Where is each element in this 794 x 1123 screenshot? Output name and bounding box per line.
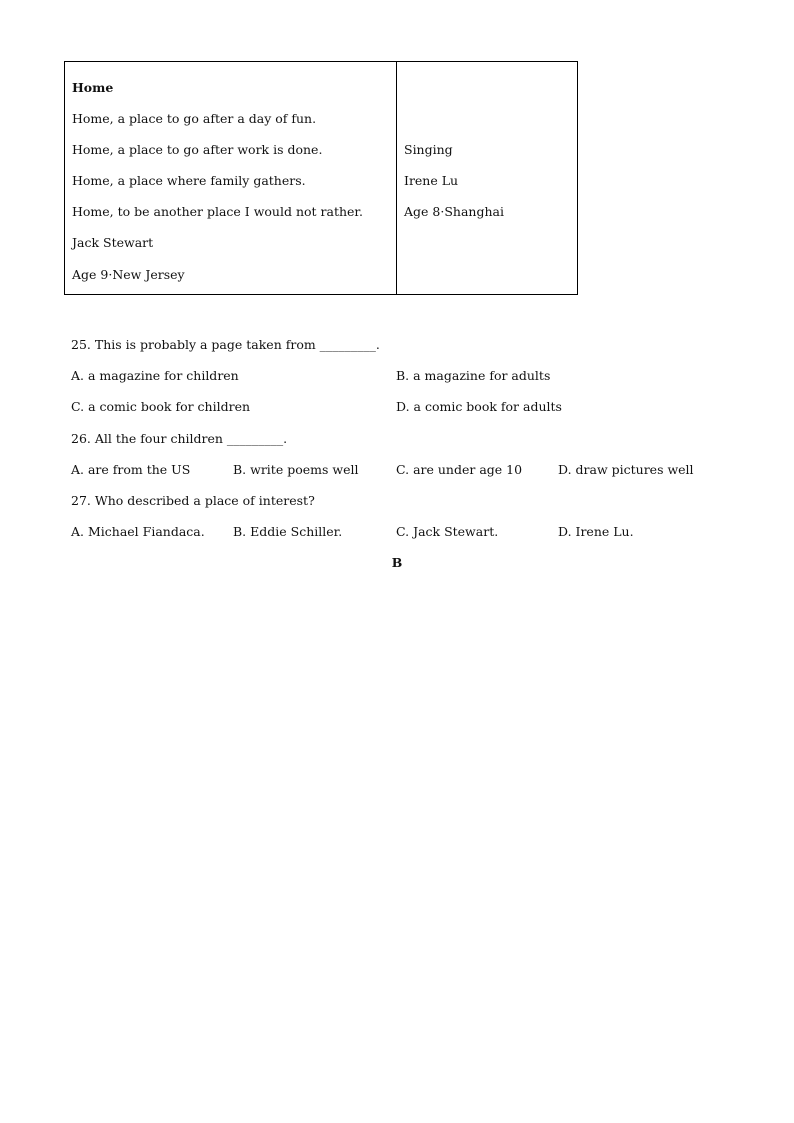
poem-line: Home, a place where family gathers.	[72, 173, 306, 188]
question-25: 25. This is probably a page taken from _________.	[71, 337, 380, 352]
poem-table	[64, 61, 578, 295]
poem-cell-singing	[397, 62, 577, 294]
option-27-d: D. Irene Lu.	[558, 524, 634, 539]
option-25-c: C. a comic book for children	[71, 399, 251, 414]
option-27-c: C. Jack Stewart.	[396, 524, 499, 539]
option-26-d: D. draw pictures well	[558, 462, 694, 477]
option-26-a: A. are from the US	[71, 462, 191, 477]
poem-author-age: Age 8·Shanghai	[404, 204, 504, 219]
poem-line: Home, a place to go after work is done.	[72, 142, 323, 157]
section-label: B	[391, 555, 403, 570]
option-26-b: B. write poems well	[233, 462, 359, 477]
poem-author-age: Age 9·New Jersey	[72, 267, 185, 282]
option-25-a: A. a magazine for children	[71, 368, 239, 383]
poem-title: Singing	[404, 142, 453, 157]
poem-line: Home, to be another place I would not rather.	[72, 204, 363, 219]
poem-title: Home	[72, 80, 114, 95]
poem-line: Home, a place to go after a day of fun.	[72, 111, 317, 126]
question-27: 27. Who described a place of interest?	[71, 493, 315, 508]
option-25-b: B. a magazine for adults	[396, 368, 551, 383]
poem-author: Irene Lu	[404, 173, 459, 188]
question-26: 26. All the four children _________.	[71, 431, 288, 446]
option-27-a: A. Michael Fiandaca.	[71, 524, 205, 539]
option-26-c: C. are under age 10	[396, 462, 523, 477]
option-25-d: D. a comic book for adults	[396, 399, 562, 414]
poem-author: Jack Stewart	[72, 235, 154, 250]
option-27-b: B. Eddie Schiller.	[233, 524, 343, 539]
poem-cell-home	[65, 62, 397, 294]
